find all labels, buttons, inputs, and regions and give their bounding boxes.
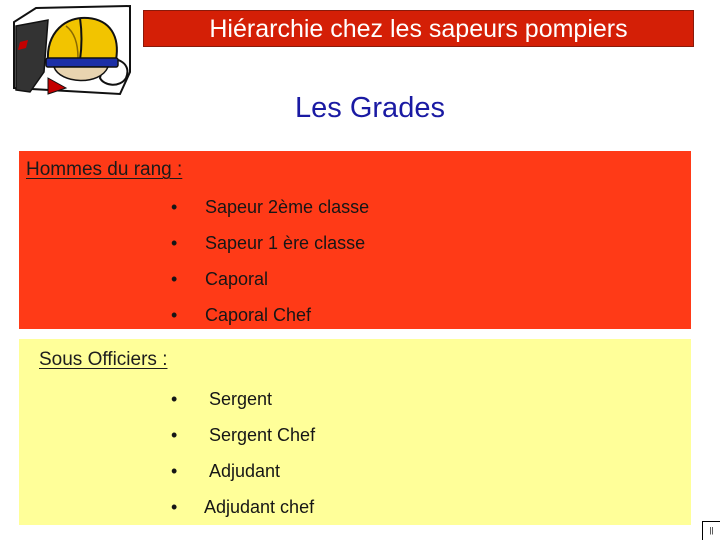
bullet: • (171, 497, 178, 517)
firefighter-helmet-icon (8, 2, 136, 98)
grade-label: Sapeur 2ème classe (205, 197, 370, 217)
hommes-du-rang-heading: Hommes du rang : (26, 159, 183, 180)
grade-label: Adjudant (209, 461, 281, 481)
bullet: • (171, 269, 178, 289)
grade-label: Sergent Chef (209, 425, 316, 445)
sous-officiers-heading: Sous Officiers : (39, 349, 168, 370)
bullet: • (171, 305, 178, 325)
page-title-banner (143, 10, 694, 47)
sous-officiers-panel (19, 339, 691, 525)
grade-label: Sergent (209, 389, 273, 409)
grade-label: Caporal (205, 269, 269, 289)
bullet: • (171, 389, 178, 409)
section-subtitle: Les Grades (295, 92, 445, 124)
bullet: • (171, 197, 178, 217)
grade-label: Sapeur 1 ère classe (205, 233, 366, 253)
bullet: • (171, 233, 178, 253)
hommes-du-rang-panel (19, 151, 691, 329)
page-title: Hiérarchie chez les sapeurs pompiers (209, 15, 628, 43)
grade-label: Adjudant chef (204, 497, 315, 517)
bullet: • (171, 461, 178, 481)
grade-label: Caporal Chef (205, 305, 312, 325)
page-marker: || (702, 521, 720, 540)
bullet: • (171, 425, 178, 445)
